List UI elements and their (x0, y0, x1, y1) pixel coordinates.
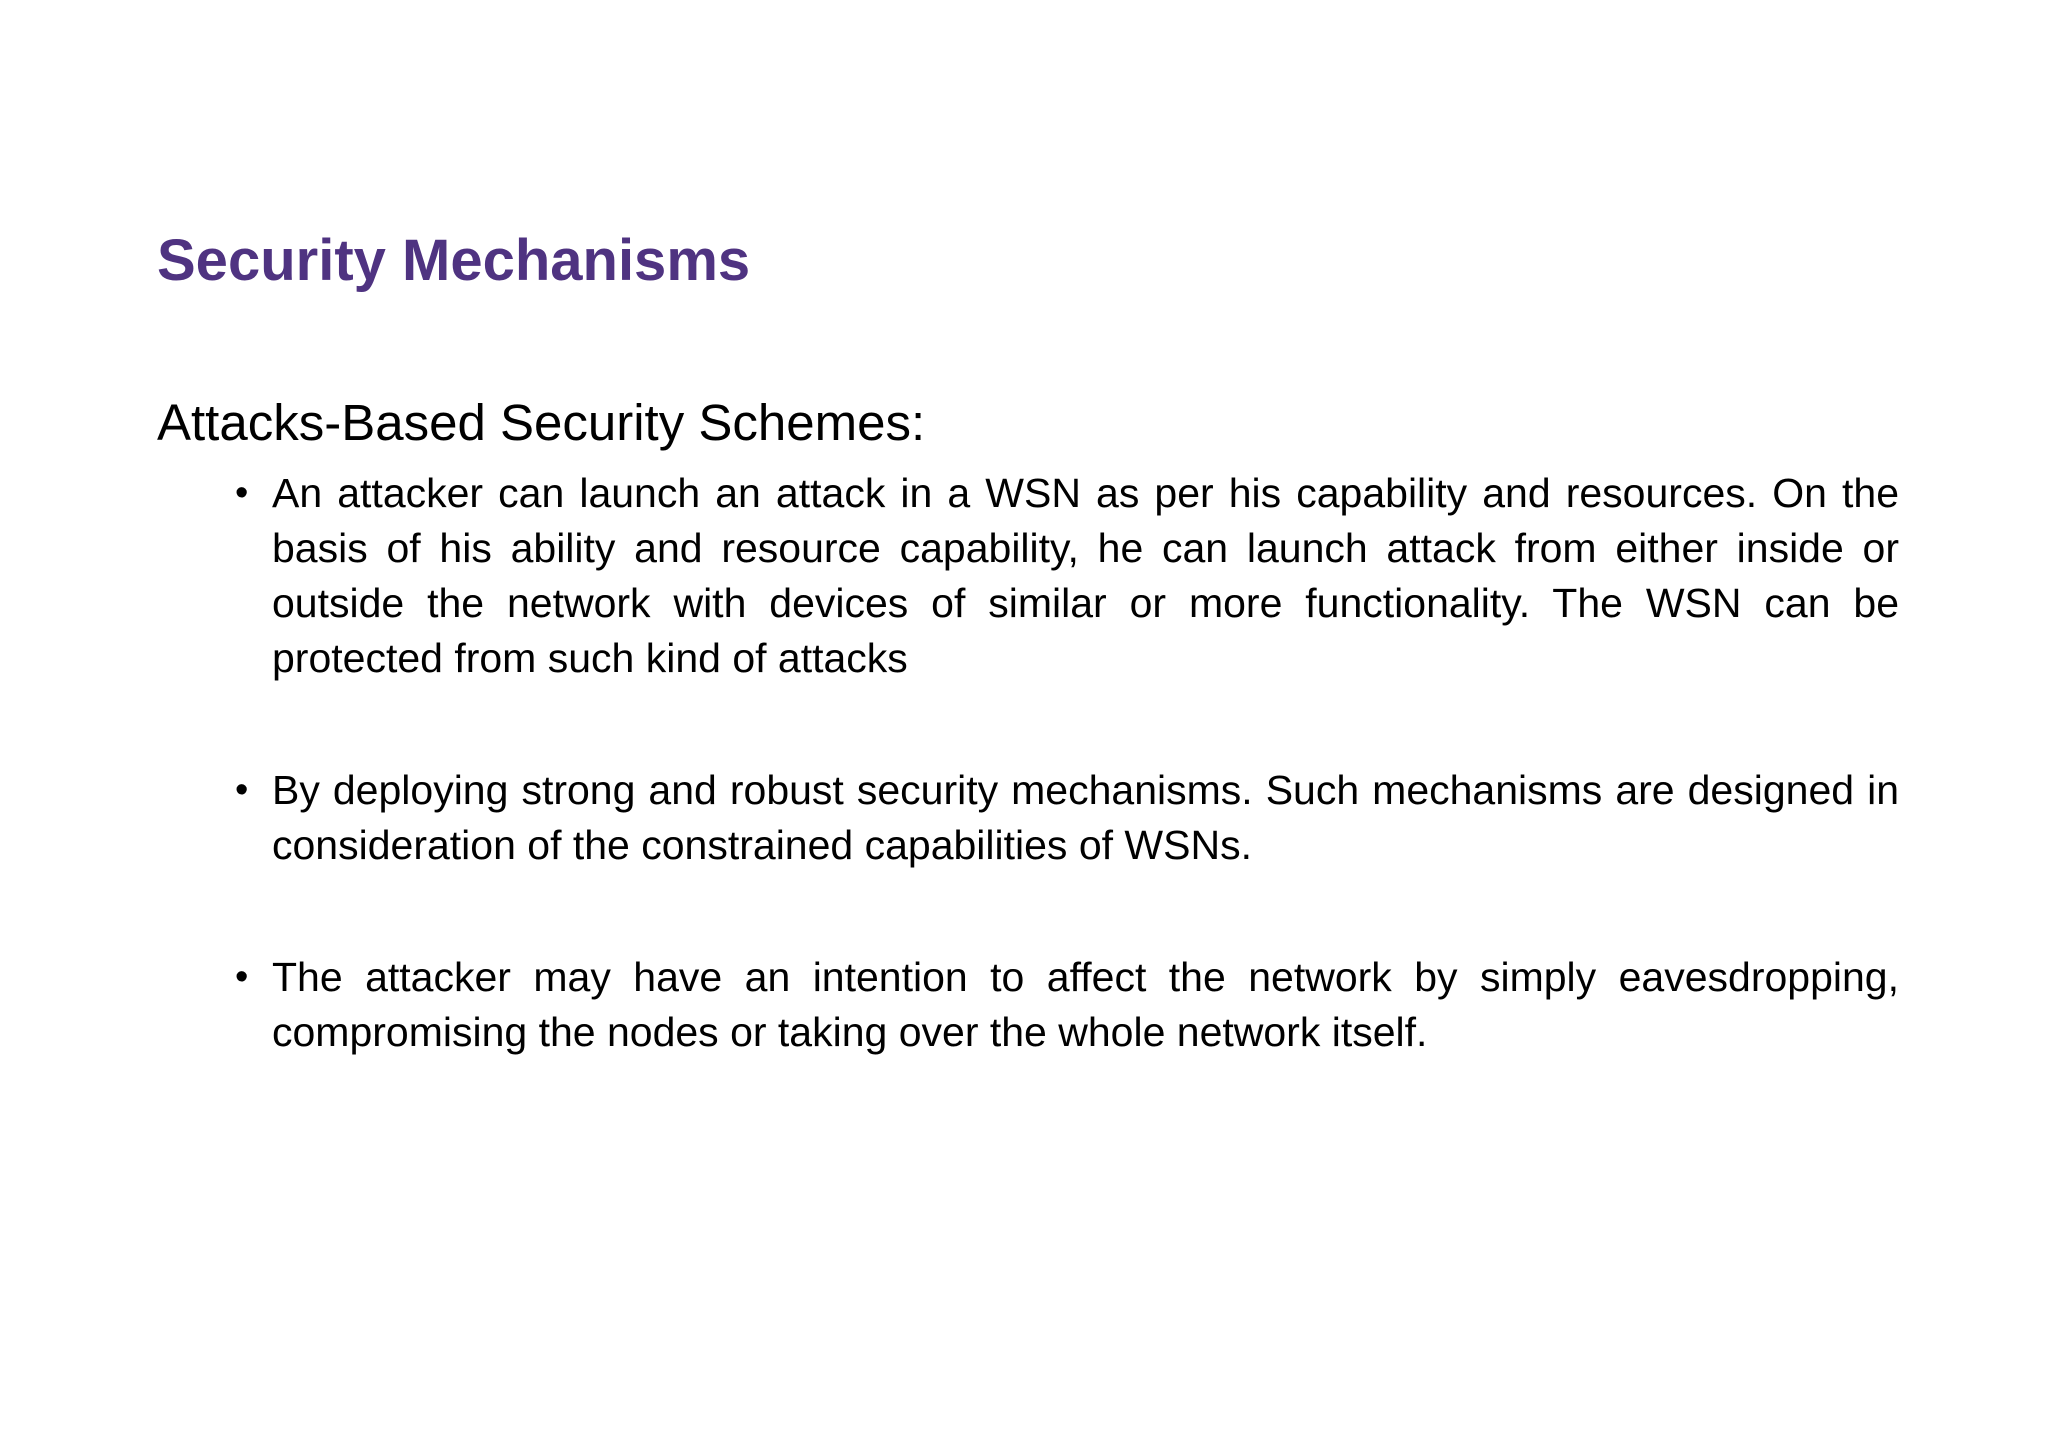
bullet-icon: • (235, 956, 249, 998)
bullet-text: The attacker may have an intention to affect the network by simply eavesdropping, compromising the nodes or taking over the whole network itself. (272, 954, 1899, 1055)
bullet-text: By deploying strong and robust security mechanisms. Such mechanisms are designed in consideration of the constrained capabilities of WSNs. (272, 767, 1899, 868)
bullet-item (235, 763, 1899, 873)
bullet-icon: • (235, 769, 249, 811)
slide-title: Security Mechanisms (157, 228, 751, 293)
bullet-text: An attacker can launch an attack in a WSN as per his capability and resources. On the basis of his ability and resource capability, he can launch attack from either inside or outside the network with devices of similar or more functionality. The WSN can be protected from such kind of attacks (272, 470, 1899, 681)
bullet-icon: • (235, 472, 249, 514)
bullet-item (235, 466, 1899, 686)
bullet-item (235, 950, 1899, 1060)
section-heading: Attacks-Based Security Schemes: (157, 394, 926, 451)
bullet-list (235, 466, 1899, 1137)
